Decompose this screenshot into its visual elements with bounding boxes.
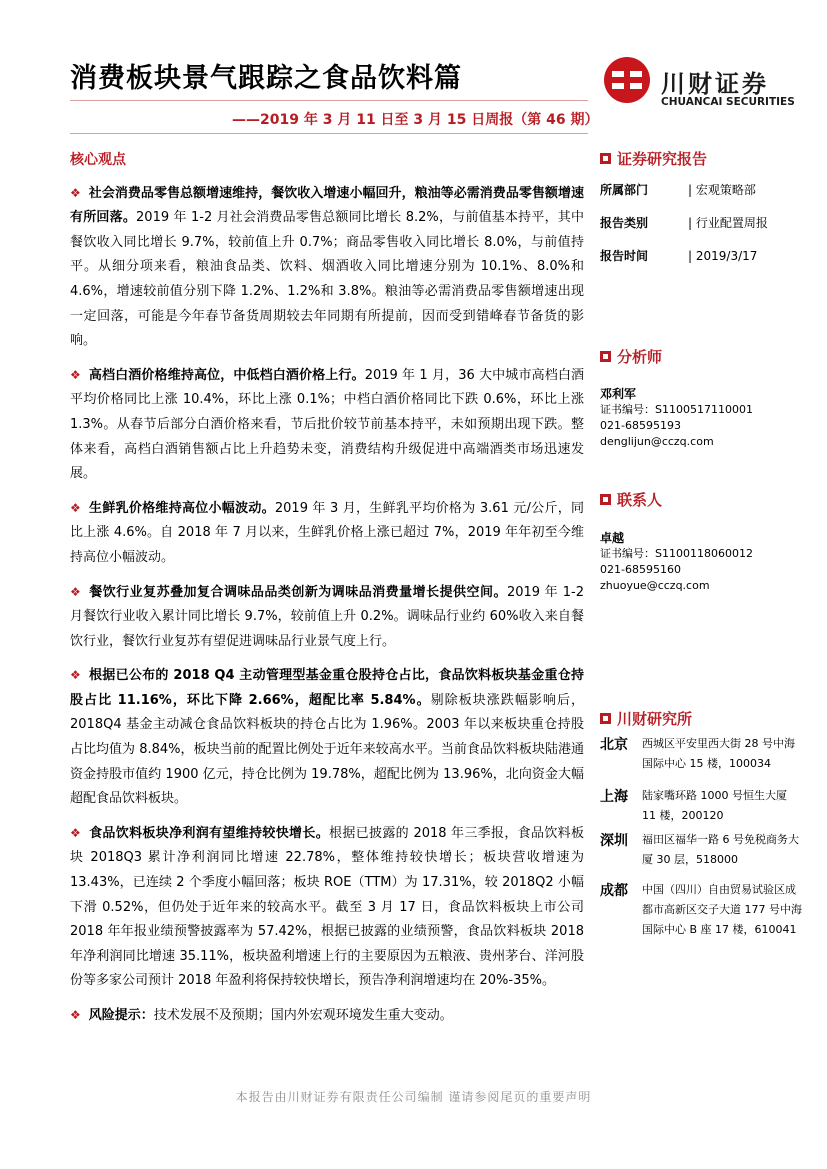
square-bullet-icon (600, 494, 611, 505)
report-section-heading: 证券研究报告 (600, 148, 707, 168)
paragraph: ❖ 生鲜乳价格维持高位小幅波动。2019 年 3 月，生鲜乳平均价格为 3.61 元/公斤，同比上涨 4.6%。自 2018 年 7 月以来，生鲜乳价格上涨已超过 7%，2019 年年初至今维持高位小幅波动。 (70, 500, 584, 565)
core-views (70, 148, 584, 1038)
core-views-heading: 核心观点 (70, 152, 126, 168)
paragraph: ❖ 餐饮行业复苏叠加复合调味品品类创新为调味品消费量增长提供空间。2019 年 1-2 月餐饮行业收入累计同比增长 9.7%，较前值上升 0.2%。调味品行业约 60%收入来自餐饮行业，餐饮行业复苏有望促进调味品行业景气度上行。 (70, 584, 584, 649)
square-bullet-icon (600, 351, 611, 362)
diamond-bullet-icon: ❖ (70, 584, 82, 599)
analyst-card: 邓利军 证书编号：S1100517110001 021-68595193 denglijun@cczq.com (600, 387, 753, 448)
meta-row: 报告类别| 行业配置周报 (600, 214, 790, 231)
footer-disclaimer: 本报告由川财证券有限责任公司编制 谨请参阅尾页的重要声明 (235, 1090, 592, 1104)
diamond-bullet-icon: ❖ (70, 1008, 81, 1022)
diamond-bullet-icon: ❖ (70, 185, 81, 200)
diamond-bullet-icon: ❖ (70, 825, 82, 840)
paragraph: ❖ 风险提示：技术发展不及预期；国内外宏观环境发生重大变动。 (70, 1008, 453, 1023)
institute-section-heading: 川财研究所 (600, 708, 692, 728)
contact-card: 卓越 证书编号：S1100118060012 021-68595160 zhuoyue@cczq.com (600, 531, 753, 592)
diamond-bullet-icon: ❖ (70, 367, 81, 382)
contact-section-heading: 联系人 (600, 489, 662, 509)
logo-text-en: CHUANCAI SECURITIES (661, 96, 795, 108)
meta-row: 报告时间| 2019/3/17 (600, 247, 790, 264)
analyst-email[interactable]: denglijun@cczq.com (600, 435, 714, 448)
square-bullet-icon (600, 713, 611, 724)
diamond-bullet-icon: ❖ (70, 500, 82, 515)
page-title: 消费板块景气跟踪之食品饮料篇 (70, 63, 462, 94)
paragraph: ❖ 食品饮料板块净利润有望维持较快增长。根据已披露的 2018 年三季报，食品饮料板块 2018Q3 累计净利润同比增速 22.78%，整体维持较快增长；板块营收增速为 13.43%，已连续 2 个季度小幅回落；板块 ROE（TTM）为 17.31%，较 2018Q2 小幅下滑 0.52%，但仍处于近年来的较高水平。截至 3 月 17 日，食品饮料板块上市公司 2018 年年报业绩预警披露率为 57.42%，根据已披露的业绩预警，食品饮料板块 2018 年净利润同比增速 35.11%，板块盈利增速上行的主要原因为五粮液、贵州茅台、洋河股份等多家公司预计 2018 年盈利将保持较快增长，预告净利润增速均在 20%-35%。 (70, 825, 584, 989)
logo-text-cn: 川财证券 (661, 70, 769, 98)
paragraph: ❖ 社会消费品零售总额增速维持，餐饮收入增速小幅回升，粮油等必需消费品零售额增速有所回落。2019 年 1-2 月社会消费品零售总额同比增长 8.2%，与前值基本持平，其中餐饮收入同比增长 9.7%，较前值上升 0.7%；商品零售收入同比增长 8.0%，与前值持平。从细分项来看，粮油食品类、饮料、烟酒收入同比增速分别为 10.1%、8.0%和 4.6%，增速较前值分别下降 1.2%、1.2%和 3.8%。粮油等必需消费品零售额增速出现一定回落，可能是今年春节备货周期较去年同期有所提前，因而受到错峰春节备货的影响。 (70, 185, 584, 349)
paragraph: ❖ 高档白酒价格维持高位，中低档白酒价格上行。2019 年 1 月，36 大中城市高档白酒平均价格同比上涨 10.4%，环比上涨 0.1%；中档白酒价格同比下跌 0.6%，环比上涨 1.3%。从春节后部分白酒价格来看，节后批价较节前基本持平，未如预期出现下跌。整体来看，高档白酒销售额占比上升趋势未变，消费结构升级促进中高端酒类市场迅速发展。 (70, 367, 584, 482)
title-rule (70, 100, 588, 101)
paragraph: ❖ 根据已公布的 2018 Q4 主动管理型基金重仓股持仓占比，食品饮料板块基金重仓持股占比 11.16%，环比下降 2.66%，超配比率 5.84%。剔除板块涨跌幅影响后，2018Q4 基金主动减仓食品饮料板块的持仓占比为 1.96%。2003 年以来板块重仓持股占比均值为 8.84%，板块当前的配置比例处于近年来较高水平。当前食品饮料板块陆港通资金持股市值约 1900 亿元，持仓比例为 19.78%，超配比例为 13.96%，北向资金大幅超配食品饮料板块。 (70, 668, 584, 807)
meta-row: 所属部门| 宏观策略部 (600, 181, 790, 198)
contact-email[interactable]: zhuoyue@cczq.com (600, 579, 710, 592)
diamond-bullet-icon: ❖ (70, 668, 82, 683)
square-bullet-icon (600, 153, 611, 164)
page-subtitle: ——2019 年 3 月 11 日至 3 月 15 日周报（第 46 期） (232, 112, 599, 128)
analyst-section-heading: 分析师 (600, 346, 662, 366)
subtitle-rule (70, 133, 588, 134)
company-logo-icon (602, 55, 652, 105)
